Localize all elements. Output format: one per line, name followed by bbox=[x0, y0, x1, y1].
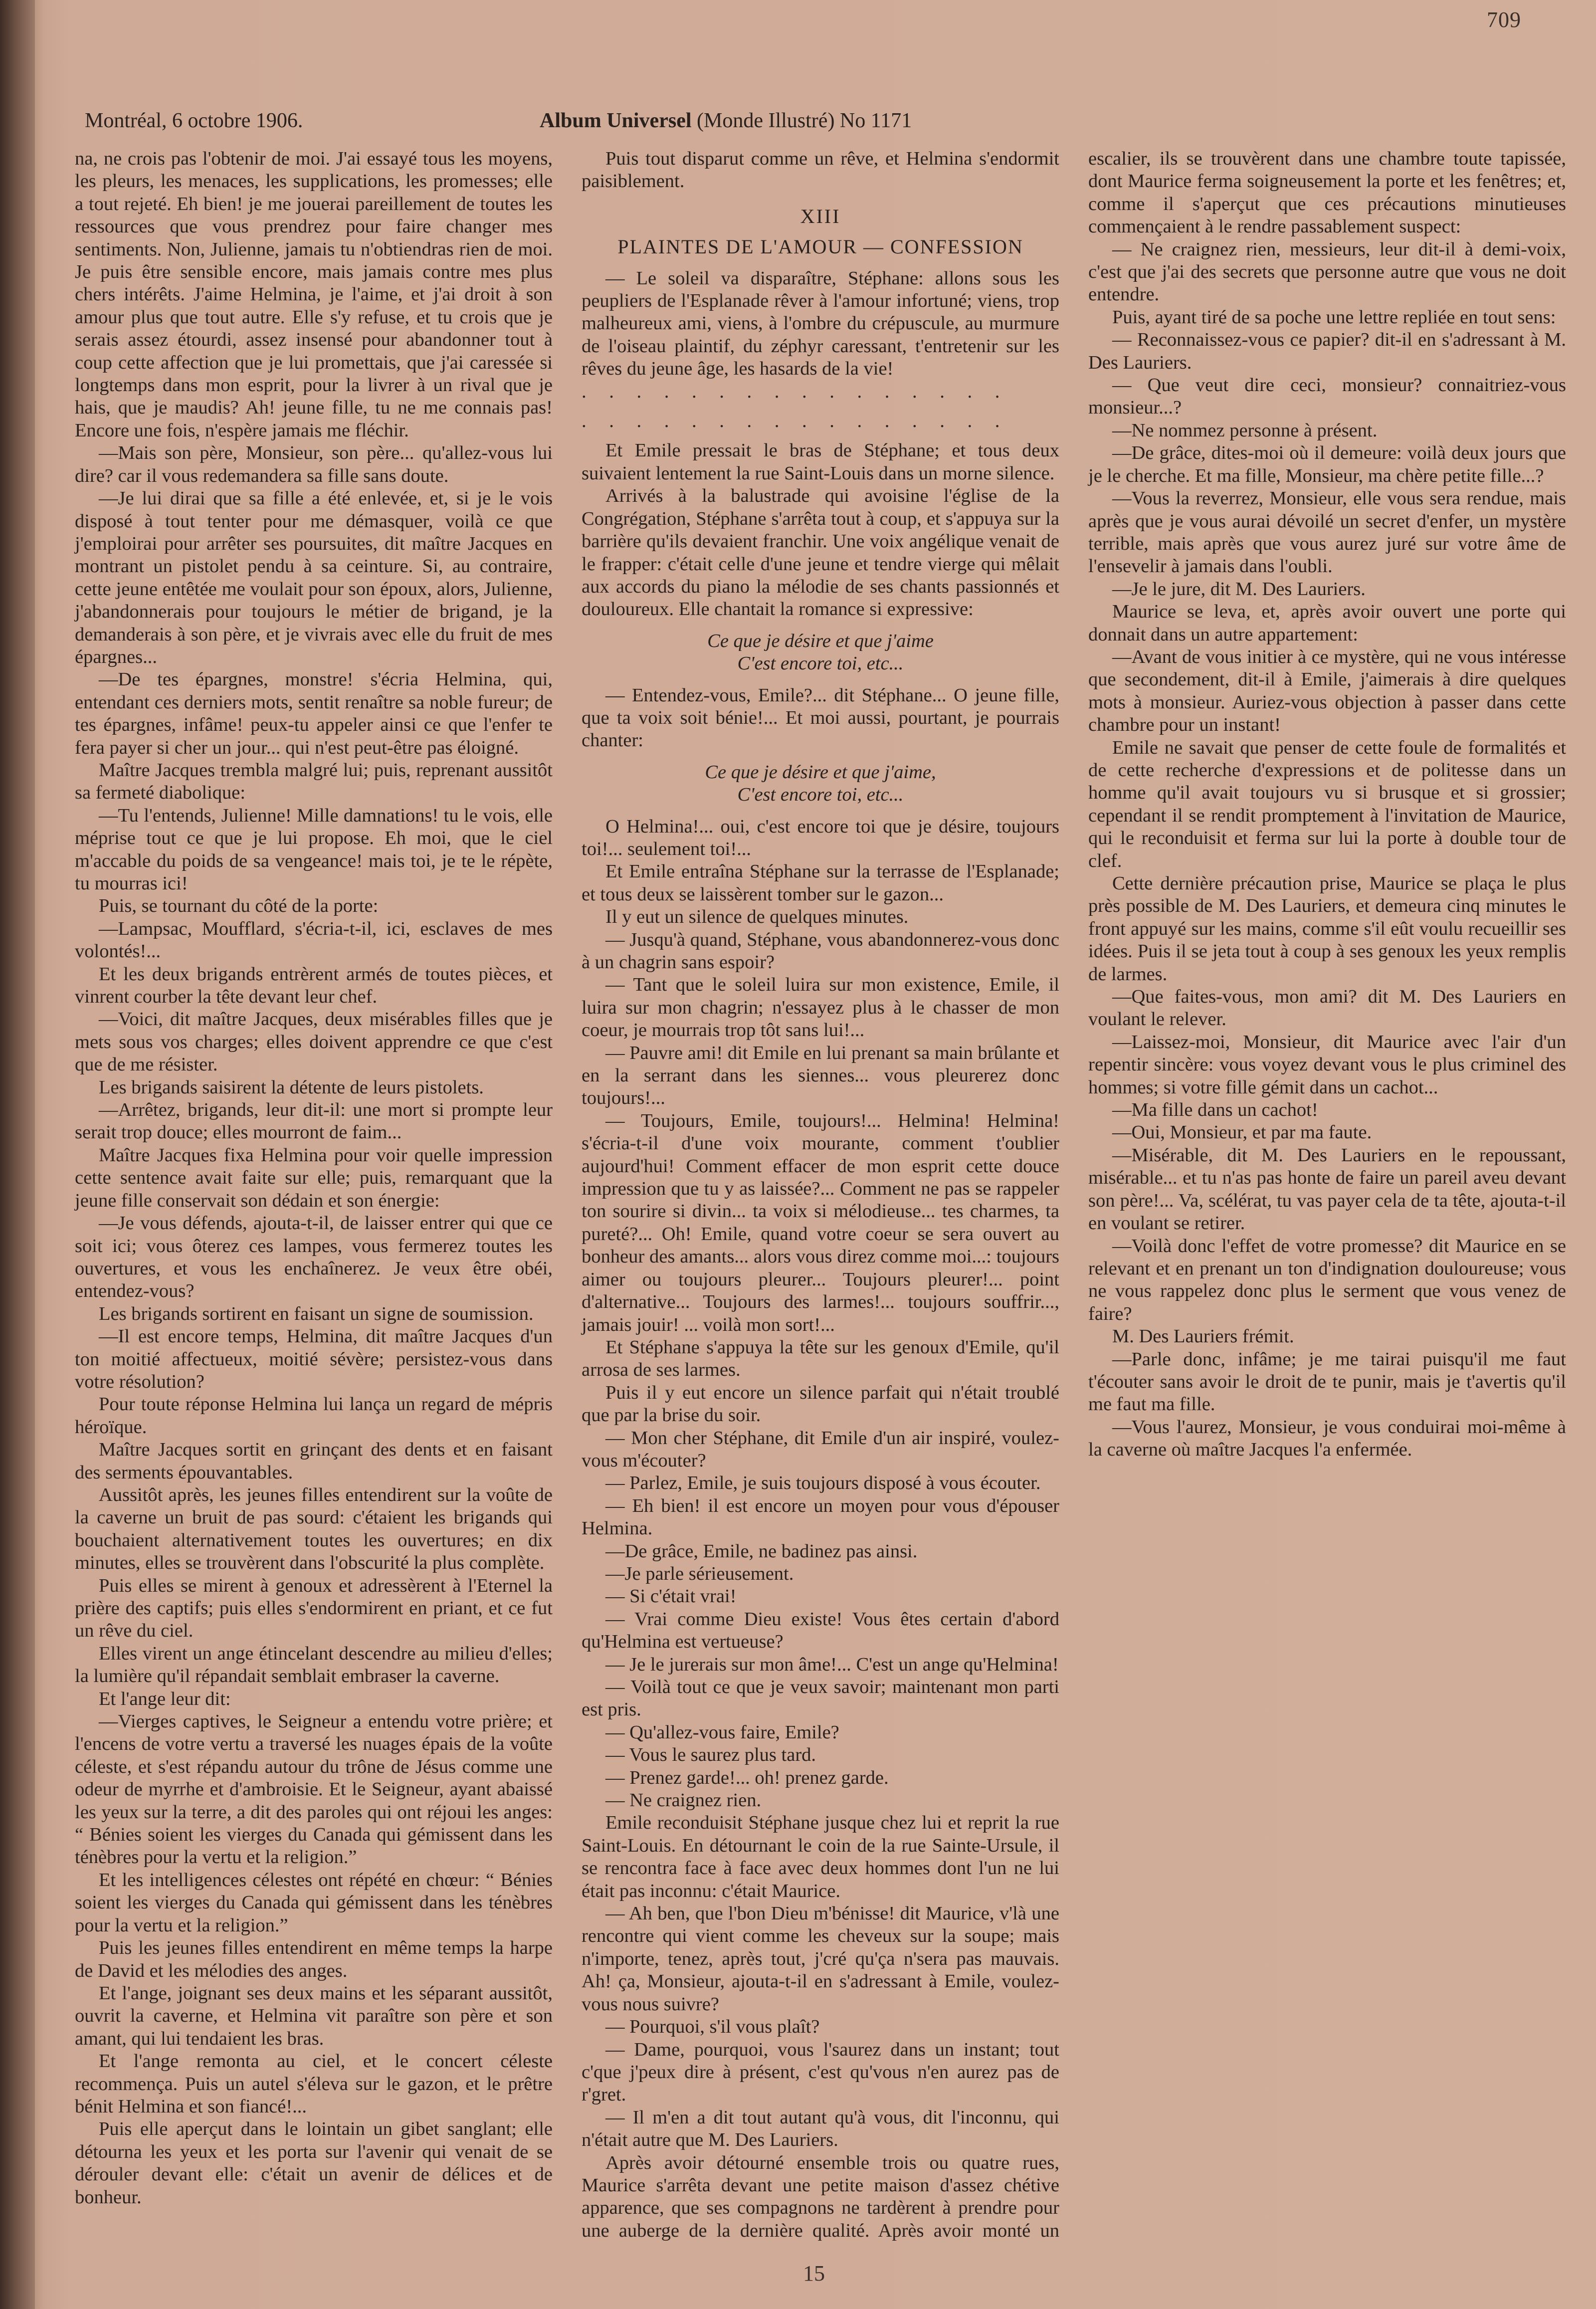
paragraph: —Oui, Monsieur, et par ma faute. bbox=[1112, 1122, 1372, 1143]
paragraph: — Voilà tout ce que je veux savoir; maintenant mon parti est pris. bbox=[582, 1677, 1059, 1720]
paragraph: —Lampsac, Moufflard, s'écria-t-il, ici, esclaves de mes volontés!... bbox=[75, 918, 553, 962]
paragraph: —Vous la reverrez, Monsieur, elle vous sera rendue, mais après que je vous aurai dévoilé un secret d'enfer, un mystère terrible, mais après que vous aurez juré sur votre âme de l'ensevelir à jamais dans l'oubli. bbox=[1088, 488, 1566, 577]
paragraph: Maître Jacques fixa Helmina pour voir quelle impression cette sentence avait faite sur elle; puis, remarquant que la jeune fille conservait son dédain et son énergie: bbox=[75, 1144, 553, 1211]
masthead-title: Album Universel bbox=[540, 109, 692, 132]
paragraph: —Voici, dit maître Jacques, deux misérables filles que je mets sous vos charges; elles doivent apprendre ce que c'est que de me résister. bbox=[75, 1009, 553, 1075]
paragraph: Puis, ayant tiré de sa poche une lettre repliée en tout sens: bbox=[1112, 306, 1556, 328]
paragraph: — Eh bien! il est encore un moyen pour vous d'épouser Helmina. bbox=[582, 1495, 1059, 1539]
paragraph: Puis les jeunes filles entendirent en même temps la harpe de David et les mélodies des anges. bbox=[75, 1937, 553, 1981]
paragraph: — Si c'était vrai! bbox=[605, 1586, 737, 1607]
paragraph: — Ah ben, que l'bon Dieu m'bénisse! dit Maurice, v'là une rencontre qui vient comme les cheveux sur la soupe; mais n'importe, tenez, après tout, j'cré qu'ça n'sera pas mauvais. Ah! ça, Monsieur, ajouta-t-il en s'adressant à Emile, voulez-vous nous suivre? bbox=[582, 1903, 1059, 2015]
paragraph: — Ne craignez rien. bbox=[605, 1790, 762, 1811]
ellipsis-row: . . . . . . . . . . . . . . . . bbox=[582, 381, 1009, 402]
verse-line: C'est encore toi, etc... bbox=[737, 784, 904, 806]
verse-line: Ce que je désire et que j'aime bbox=[707, 630, 934, 651]
verse-spacer bbox=[582, 752, 1059, 761]
paragraph: — Ne craignez rien, messieurs, leur dit-il à demi-voix, c'est que j'ai des secrets que personne autre que vous ne doit entendre. bbox=[1088, 238, 1566, 305]
paragraph: —Arrêtez, brigands, leur dit-il: une mort si prompte leur serait trop douce; elles mourront de faim... bbox=[75, 1099, 553, 1143]
paragraph: —De grâce, dites-moi où il demeure: voilà deux jours que je le cherche. Et ma fille, Monsieur, ma chère petite fille...? bbox=[1088, 442, 1566, 486]
paragraph: — Toujours, Emile, toujours!... Helmina! Helmina! s'écria-t-il d'une voix mourante, comment t'oublier aujourd'hui! Comment effacer de mon esprit cette douce impression que tu y as laissée?... Comment ne pas se rappeler ton sourire si divin... ta voix si mélodieuse... tes charmes, ta pureté?... Oh! Emile, quand votre coeur se sera ouvert au bonheur des amants... alors vous direz comme moi...: toujours aimer ou toujours pleurer... Toujours pleurer!... point d'alternative... Toujours des larmes!... toujours souffrir..., jamais jouir! ... voilà mon sort!... bbox=[582, 1110, 1059, 1335]
running-header bbox=[85, 109, 1556, 144]
paragraph: —Misérable, dit M. Des Lauriers en le repoussant, misérable... et tu n'as pas honte de faire un pareil aveu devant son père!... Va, scélérat, tu vas payer cela de ta tête, ajouta-t-il en voulant se retirer. bbox=[1088, 1144, 1566, 1234]
paragraph: Puis elle aperçut dans le lointain un gibet sanglant; elle détourna les yeux et les porta sur l'avenir qui venait de se dérouler devant elle: c'était un avenir de délices et de bonheur. bbox=[75, 2118, 553, 2208]
paragraph: Arrivés à la balustrade qui avoisine l'église de la Congrégation, Stéphane s'arrêta tout à coup, et s'appuya sur la barrière qu'ils devaient franchir. Une voix angélique venait de le frapper: c'était celle d'une jeune et tendre vierge qui mêlait aux accords du piano la mélodie de ses chants passionnés et douloureux. Elle chantait la romance si expressive: bbox=[582, 485, 1059, 620]
paragraph: — Pourquoi, s'il vous plaît? bbox=[605, 2016, 820, 2038]
verse-spacer bbox=[582, 675, 1059, 684]
paragraph: —Parle donc, infâme; je me tairai puisqu'il me faut t'écouter sans avoir le droit de te punir, mais je t'avertis qu'il me faut ma fille. bbox=[1088, 1348, 1566, 1415]
paragraph: — Tant que le soleil luira sur mon existence, Emile, il luira sur mon chagrin; n'essayez plus à le chasser de mon coeur, je mourrais trop tôt sans lui!... bbox=[582, 974, 1059, 1041]
paragraph: —Je lui dirai que sa fille a été enlevée, et, si je le vois disposé à tout tenter pour me démasquer, voilà ce que j'emploirai pour arrêter ses poursuites, dit maître Jacques en montrant un pistolet pendu à sa ceinture. Si, au contraire, cette jeune entêtée me voulait pour son époux, alors, Julienne, j'abandonnerais pour toujours le métier de brigand, je la demanderais à son père, et je vivrais avec elle du fruit de mes épargnes... bbox=[75, 488, 553, 667]
paragraph: Les brigands saisirent la détente de leurs pistolets. bbox=[99, 1076, 484, 1098]
paragraph: Et les intelligences célestes ont répété en chœur: “ Bénies soient les vierges du Canada qui gémissent dans les ténèbres pour la vertu et la religion.” bbox=[75, 1869, 553, 1936]
paragraph: Puis elles se mirent à genoux et adressèrent à l'Eternel la prière des captifs; puis elles s'endormirent en priant, et ce fut un rêve du ciel. bbox=[75, 1575, 553, 1642]
paragraph: Et Emile entraîna Stéphane sur la terrasse de l'Esplanade; et tous deux se laissèrent tomber sur le gazon... bbox=[582, 861, 1059, 905]
paragraph: —Voilà donc l'effet de votre promesse? dit Maurice en se relevant et en prenant un ton d'indignation douloureuse; vous ne vous rappelez donc plus le serment que vous venez de faire? bbox=[1088, 1235, 1566, 1324]
ellipsis-row: . . . . . . . . . . . . . . . . bbox=[582, 411, 1009, 432]
paragraph: Puis il y eut encore un silence parfait qui n'était troublé que par la brise du soir. bbox=[582, 1382, 1059, 1426]
paragraph: —De grâce, Emile, ne badinez pas ainsi. bbox=[605, 1540, 918, 1562]
verse-spacer bbox=[582, 807, 1059, 816]
paragraph: — Parlez, Emile, je suis toujours disposé à vous écouter. bbox=[605, 1472, 1041, 1494]
paragraph: Cette dernière précaution prise, Maurice se plaça le plus près possible de M. Des Lauriers, et demeura cinq minutes le front appuyé sur les mains, comme s'il eût voulu recueillir ses idées. Puis il se jeta tout à coup à ses genoux les yeux remplis de larmes. bbox=[1088, 873, 1566, 985]
chapter-number: XIII bbox=[800, 205, 841, 227]
paragraph: Puis tout disparut comme un rêve, et Helmina s'endormit paisiblement. bbox=[582, 148, 1059, 192]
header-masthead bbox=[540, 109, 912, 133]
paragraph: —Que faites-vous, mon ami? dit M. Des Lauriers en voulant le relever. bbox=[1088, 986, 1566, 1030]
paragraph: —Il est encore temps, Helmina, dit maître Jacques d'un ton moitié affectueux, moitié sévère; persistez-vous dans votre résolution? bbox=[75, 1326, 553, 1392]
paragraph: — Pauvre ami! dit Emile en lui prenant sa main brûlante et en la serrant dans les siennes... vous pleurerez donc toujours!... bbox=[582, 1042, 1059, 1109]
paragraph: Emile reconduisit Stéphane jusque chez lui et reprit la rue Saint-Louis. En détournant le coin de la rue Sainte-Ursule, il se rencontra face à face avec deux hommes dont l'un ne lui était pas inconnu: c'était Maurice. bbox=[582, 1812, 1059, 1901]
paragraph: —Mais son père, Monsieur, son père... qu'allez-vous lui dire? car il vous redemandera sa fille sans doute. bbox=[75, 442, 553, 486]
paragraph: —Je vous défends, ajouta-t-il, de laisser entrer qui que ce soit ici; vous ôterez ces lampes, vous fermerez toutes les ouvertures, et vous les enchaînerez. Je veux être obéi, entendez-vous? bbox=[75, 1213, 553, 1302]
paragraph: —Tu l'entends, Julienne! Mille damnations! tu le vois, elle méprise tout ce que je lui propose. Eh moi, que le ciel m'accable du poids de sa vengeance! mais toi, je te le répète, tu mourras ici! bbox=[75, 805, 553, 894]
paragraph: Aussitôt après, les jeunes filles entendirent sur la voûte de la caverne un bruit de pas sourd: c'étaient les brigands qui bouchaient alternativement toutes les ouvertures; en dix minutes, elles se trouvèrent dans l'obscurité la plus complète. bbox=[75, 1484, 553, 1574]
paragraph: Et l'ange remonta au ciel, et le concert céleste recommença. Puis un autel s'éleva sur le gazon, et le prêtre bénit Helmina et son fiancé!... bbox=[75, 2051, 553, 2117]
paragraph: Maître Jacques trembla malgré lui; puis, reprenant aussitôt sa fermeté diabolique: bbox=[75, 759, 553, 804]
paragraph: Et Emile pressait le bras de Stéphane; et tous deux suivaient lentement la rue Saint-Louis dans un morne silence. bbox=[582, 440, 1059, 484]
paragraph: Après avoir détourné ensemble trois ou quatre rues, Maurice s'arrêta devant une petite maison d'assez chétive apparence, que ses compagnons ne tardèrent à prendre pour une auberge de la dernière qualité. Après avoir monté un escalier, ils se trouvèrent dans une chambre toute tapissée, dont Maurice ferma soigneusement la porte et les fenêtres; et, comme il s'aperçut que ces précautions minutieuses commençaient à le rendre passablement suspect: bbox=[582, 148, 1566, 2241]
paragraph: Maître Jacques sortit en grinçant des dents et en faisant des serments épouvantables. bbox=[75, 1439, 553, 1483]
verse-line: Ce que je désire et que j'aime, bbox=[705, 761, 936, 783]
paragraph: — Dame, pourquoi, vous l'saurez dans un instant; tout c'que j'peux dire à présent, c'est qu'vous n'en aurez pas de r'gret. bbox=[582, 2039, 1059, 2105]
book-spine-shadow bbox=[0, 0, 35, 2309]
verse-line: C'est encore toi, etc... bbox=[737, 653, 904, 674]
header-date: Montréal, 6 octobre 1906. bbox=[85, 109, 303, 132]
masthead-issue: (Monde Illustré) No 1171 bbox=[691, 109, 912, 132]
paragraph: —Je le jure, dit M. Des Lauriers. bbox=[1112, 578, 1366, 600]
paragraph: — Je le jurerais sur mon âme!... C'est un ange qu'Helmina! bbox=[605, 1654, 1059, 1675]
page-number: 15 bbox=[803, 2261, 825, 2286]
paragraph: O Helmina!... oui, c'est encore toi que je désire, toujours toi!... seulement toi!... bbox=[582, 816, 1059, 859]
paragraph: Et Stéphane s'appuya la tête sur les genoux d'Emile, qu'il arrosa de ses larmes. bbox=[582, 1336, 1059, 1381]
paragraph: Et l'ange leur dit: bbox=[99, 1688, 231, 1709]
paragraph: Les brigands sortirent en faisant un signe de soumission. bbox=[99, 1303, 534, 1324]
paragraph: — Vous le saurez plus tard. bbox=[605, 1744, 816, 1766]
verse-spacer bbox=[582, 621, 1059, 630]
paragraph: —Avant de vous initier à ce mystère, qui ne vous intéresse que secondement, dit-il à Emile, j'aimerais à dire quelques mots à monsieur. Auriez-vous objection à passer dans cette chambre pour un instant! bbox=[1088, 646, 1566, 736]
paragraph: M. Des Lauriers frémit. bbox=[1112, 1326, 1294, 1347]
article-body bbox=[75, 148, 1566, 2243]
paragraph: Et les deux brigands entrèrent armés de toutes pièces, et vinrent courber la tête devant leur chef. bbox=[75, 963, 553, 1008]
paragraph: Et l'ange, joignant ses deux mains et les séparant aussitôt, ouvrit la caverne, et Helmina vit paraître son père et son amant, qui lui tendaient les bras. bbox=[75, 1982, 553, 2049]
folio-number: 709 bbox=[1487, 7, 1521, 32]
paragraph: Il y eut un silence de quelques minutes. bbox=[605, 906, 909, 928]
paragraph: — Mon cher Stéphane, dit Emile d'un air inspiré, voulez-vous m'écouter? bbox=[582, 1427, 1059, 1471]
paragraph: —Vous l'aurez, Monsieur, je vous conduirai moi-même à la caverne où maître Jacques l'a enfermée. bbox=[1088, 1416, 1566, 1461]
paragraph: — Reconnaissez-vous ce papier? dit-il en s'adressant à M. Des Lauriers. bbox=[1088, 329, 1566, 373]
paragraph: na, ne crois pas l'obtenir de moi. J'ai essayé tous les moyens, les pleurs, les menaces, les supplications, les promesses; elle a tout rejeté. Eh bien! je me jouerai pareillement de toutes les ressources que vous prendrez pour faire changer mes sentiments. Non, Julienne, jamais tu n'obtiendras rien de moi. Je puis être sensible encore, mais jamais contre mes plus chers intérêts. J'aime Helmina, je l'aime, et j'ai droit à son amour plus que tout autre. Elle s'y refuse, et tu crois que je serais assez étourdi, assez insensé pour abandonner tout à coup cette affection que je lui promettais, que j'ai caressée si longtemps dans mon esprit, pour la livrer à un rival que je hais, que je maudis? Ah! jeune fille, tu ne me connais pas! Encore une fois, n'espère jamais me fléchir. bbox=[75, 148, 553, 441]
paragraph: Emile ne savait que penser de cette foule de formalités et de cette recherche d'expressions et de politesse dans un homme qu'il avait toujours vu si brusque et si grossier; cependant il se rendit promptement à l'invitation de Maurice, qui le reconduisit et ferma sur lui la porte à double tour de clef. bbox=[1088, 737, 1566, 871]
paragraph: —Vierges captives, le Seigneur a entendu votre prière; et l'encens de votre vertu a traversé les nuages épais de la voûte céleste, et s'est répandu autour du trône de Jésus comme une odeur de myrrhe et d'ambroisie. Et le Seigneur, ayant abaissé les yeux sur la terre, a dit des paroles qui ont réjoui les anges: “ Bénies soient les vierges du Canada qui gémissent dans les ténèbres pour la vertu et la religion.” bbox=[75, 1711, 553, 1868]
paragraph: —Laissez-moi, Monsieur, dit Maurice avec l'air d'un repentir sincère: vous voyez devant vous le plus criminel des hommes; si votre fille gémit dans un cachot... bbox=[1088, 1031, 1566, 1098]
chapter-title: PLAINTES DE L'AMOUR — CONFESSION bbox=[617, 235, 1023, 258]
paragraph: Maurice se leva, et, après avoir ouvert une porte qui donnait dans un autre appartement: bbox=[1088, 601, 1566, 645]
paragraph: — Jusqu'à quand, Stéphane, vous abandonnerez-vous donc à un chagrin sans espoir? bbox=[582, 929, 1059, 973]
paragraph: —De tes épargnes, monstre! s'écria Helmina, qui, entendant ces derniers mots, sentit renaître sa noble fureur; de tes épargnes, infâme! peux-tu appeler ainsi ce que l'enfer te fera payer si cher un jour... qui n'est peut-être pas éloigné. bbox=[75, 669, 553, 758]
paragraph: — Prenez garde!... oh! prenez garde. bbox=[605, 1767, 889, 1788]
paragraph: — Qu'allez-vous faire, Emile? bbox=[605, 1721, 839, 1743]
paragraph: —Ma fille dans un cachot! bbox=[1112, 1099, 1318, 1121]
paragraph: — Que veut dire ceci, monsieur? connaitriez-vous monsieur...? bbox=[1088, 375, 1566, 419]
paragraph: — Il m'en a dit tout autant qu'à vous, dit l'inconnu, qui n'était autre que M. Des Lauriers. bbox=[582, 2106, 1059, 2151]
paragraph: Pour toute réponse Helmina lui lança un regard de mépris héroïque. bbox=[75, 1394, 553, 1438]
paragraph: —Ne nommez personne à présent. bbox=[1112, 420, 1378, 441]
paragraph: — Le soleil va disparaître, Stéphane: allons sous les peupliers de l'Esplanade rêver à l'amour infortuné; viens, trop malheureux ami, viens, à l'ombre du crépuscule, au murmure de l'oiseau plaintif, du zéphyr caressant, t'entretenir sur les rêves du jeune âge, les hasards de la vie! bbox=[582, 267, 1059, 380]
paragraph: — Vrai comme Dieu existe! Vous êtes certain d'abord qu'Helmina est vertueuse? bbox=[582, 1608, 1059, 1653]
paragraph: — Entendez-vous, Emile?... dit Stéphane... O jeune fille, que ta voix soit bénie!... Et moi aussi, pourtant, je pourrais chanter: bbox=[582, 684, 1059, 751]
paragraph: —Je parle sérieusement. bbox=[605, 1563, 794, 1584]
paragraph: Elles virent un ange étincelant descendre au milieu d'elles; la lumière qu'il répandait semblait embraser la caverne. bbox=[75, 1643, 553, 1687]
paragraph: Puis, se tournant du côté de la porte: bbox=[99, 895, 379, 917]
